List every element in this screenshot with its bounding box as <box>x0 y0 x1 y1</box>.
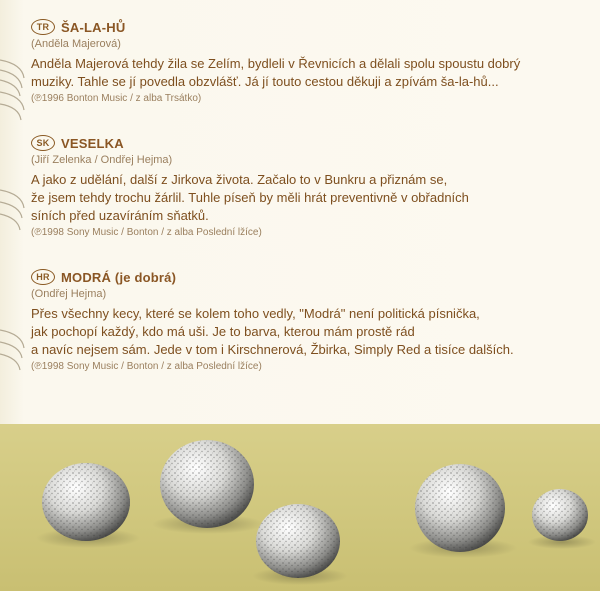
description-line: Anděla Majerová tehdy žila se Zelím, bydleli v Řevnicích a dělali spolu spoustu dobrý <box>31 56 521 71</box>
track-title: ŠA-LA-HŮ <box>61 19 126 35</box>
track-copyright: (℗1998 Sony Music / Bonton / z alba Poslední lžíce) <box>31 361 262 372</box>
country-code-badge: TR <box>31 19 55 35</box>
description-line: A jako z udělání, další z Jirkova života. Začalo to v Bunkru a přiznám se, <box>31 172 448 187</box>
track-author: (Jiří Zelenka / Ondřej Hejma) <box>31 154 173 166</box>
track-description <box>31 55 586 91</box>
description-line: muziky. Tahle se jí povedla obzvlášť. Já jí touto cestou děkuji a zpívám ša-la-hů... <box>31 74 499 89</box>
stones-decoration <box>0 424 600 591</box>
stone-shape <box>152 440 264 534</box>
description-line: Přes všechny kecy, které se kolem toho vedly, "Modrá" není politická písnička, <box>31 306 480 321</box>
stone-shape <box>409 464 517 558</box>
track-title: VESELKA <box>61 135 124 151</box>
track-author: (Ondřej Hejma) <box>31 288 107 300</box>
track-item-0 <box>31 17 586 104</box>
track-item-2 <box>31 267 586 372</box>
stone-shape <box>252 504 348 585</box>
track-description <box>31 171 586 225</box>
binding-spiral-decoration <box>0 0 30 420</box>
track-copyright: (℗1996 Bonton Music / z alba Trsátko) <box>31 93 202 104</box>
stone-shape <box>36 463 140 548</box>
description-line: že jsem tehdy trochu žárlil. Tuhle píseň by měli hrát preventivně v obřadních <box>31 190 469 205</box>
description-line: jak pochopí každý, kdo má uši. Je to barva, kterou mám prostě rád <box>31 324 415 339</box>
stone-shape <box>528 489 596 549</box>
country-code-badge: HR <box>31 269 55 285</box>
track-title: MODRÁ (je dobrá) <box>61 269 177 285</box>
track-copyright: (℗1998 Sony Music / Bonton / z alba Poslední lžíce) <box>31 227 262 238</box>
track-author: (Anděla Majerová) <box>31 38 121 50</box>
description-line: síních před uzavíráním sňatků. <box>31 208 209 223</box>
description-line: a navíc nejsem sám. Jede v tom i Kirschnerová, Žbirka, Simply Red a tisíce dalších. <box>31 342 514 357</box>
country-code-badge: SK <box>31 135 55 151</box>
track-description <box>31 305 586 359</box>
track-item-1 <box>31 133 586 238</box>
